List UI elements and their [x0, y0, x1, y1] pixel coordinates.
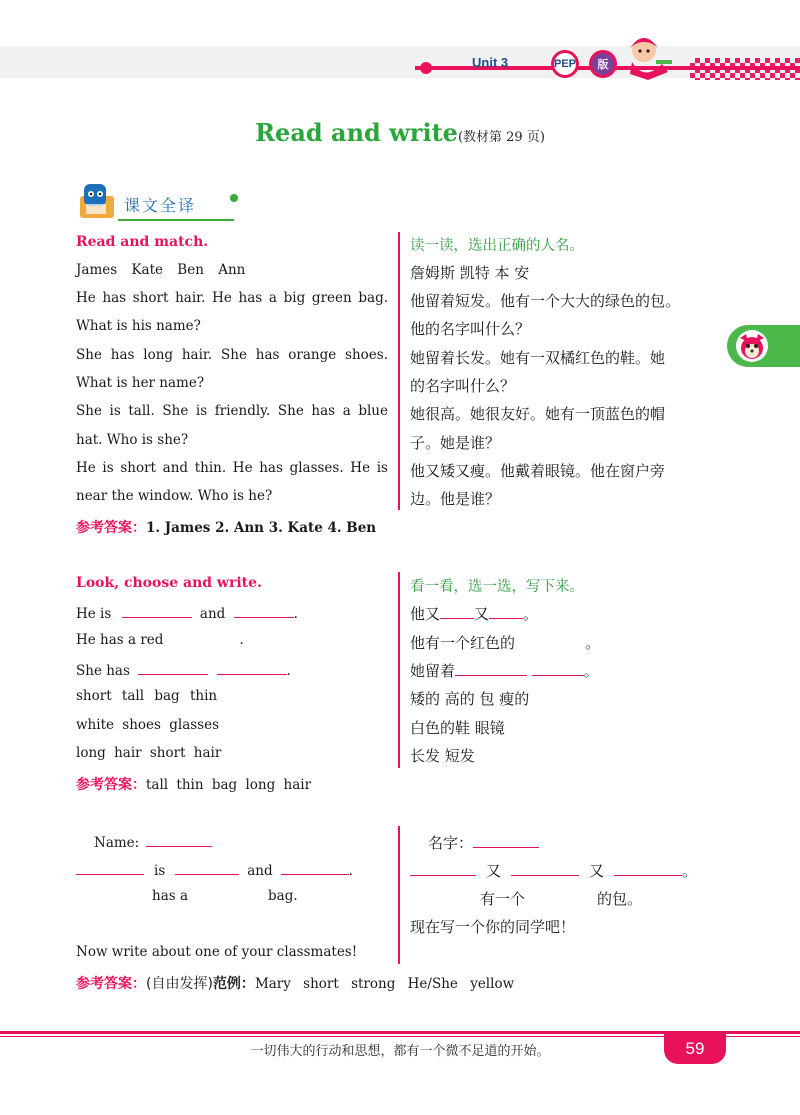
- answer-label: 参考答案：: [76, 777, 146, 793]
- page-title: [0, 118, 800, 147]
- part2-cn-words-3: 长发 短发: [410, 747, 475, 765]
- part2-cn-line-3: 她留着 。: [410, 662, 599, 680]
- blank[interactable]: [455, 661, 527, 676]
- part2-en-line-2: He has a red .: [76, 632, 244, 648]
- part1-en-line-6: She is tall. She is friendly. She has a blue: [76, 403, 388, 419]
- part3-line-3: has a bag.: [152, 888, 298, 904]
- part1-en-line-1: James Kate Ben Ann: [76, 262, 246, 278]
- part1-cn-line-5: 的名字叫什么？: [410, 377, 516, 395]
- part2-en-line-1: He is and .: [76, 603, 298, 622]
- part1-en-line-3: What is his name?: [76, 318, 201, 334]
- blank[interactable]: [489, 604, 523, 619]
- part3-instruction-cn: 现在写一个你的同学吧！: [410, 918, 576, 936]
- blank[interactable]: [175, 860, 239, 875]
- part1-en-line-8: He is short and thin. He has glasses. He is: [76, 460, 388, 476]
- part2-heading-cn: 看一看，选一选，写下来。: [410, 579, 584, 595]
- blank[interactable]: [532, 661, 584, 676]
- part1-answer: [76, 517, 376, 537]
- title-main: Read and write: [255, 118, 458, 147]
- header-band: [0, 46, 800, 78]
- section-tag-dot: [230, 194, 238, 202]
- blank[interactable]: [122, 603, 192, 618]
- part3-cn-name-line: 名字：: [428, 832, 539, 853]
- part1-en-line-9: near the window. Who is he?: [76, 488, 273, 504]
- part1-en-line-5: What is her name?: [76, 375, 205, 391]
- section-tag-label: 课文全译: [124, 196, 197, 215]
- answer-text: tall thin bag long hair: [146, 777, 312, 793]
- blank[interactable]: [511, 861, 579, 876]
- blank[interactable]: [410, 861, 476, 876]
- blank[interactable]: [440, 604, 474, 619]
- part3-name-line: Name:: [94, 832, 212, 851]
- page-number: 59: [664, 1034, 726, 1064]
- blank[interactable]: [281, 860, 349, 875]
- part1-cn-line-6: 她很高。她很友好。她有一顶蓝色的帽: [410, 405, 666, 423]
- column-divider-1: [398, 232, 400, 510]
- blank[interactable]: [234, 603, 294, 618]
- title-sub: (教材第 29 页): [457, 130, 545, 145]
- part1-heading-en: Read and match.: [76, 234, 209, 250]
- part3-cn-line-3: 有一个 的包。: [480, 890, 643, 908]
- part2-answer: [76, 774, 311, 794]
- part2-heading-en: Look, choose and write.: [76, 575, 262, 591]
- header-dot: [420, 62, 432, 74]
- answer-prefix: (自由发挥): [146, 976, 213, 992]
- part3-cn-line-2: 又 又 。: [410, 860, 697, 881]
- pep-badge: PEP: [551, 50, 579, 78]
- part1-cn-line-4: 她留着长发。她有一双橘红色的鞋。她: [410, 349, 666, 367]
- part1-cn-line-3: 他的名字叫什么？: [410, 320, 531, 338]
- part3-answer: [76, 973, 514, 993]
- answer-example-label: 范例：: [212, 976, 255, 992]
- part3-line-2: is and .: [76, 860, 353, 879]
- book-icon: [76, 182, 120, 226]
- part2-words-3: long hair short hair: [76, 745, 222, 761]
- fox-face-icon: [736, 330, 768, 362]
- part2-cn-words-1: 矮的 高的 包 瘦的: [410, 690, 530, 708]
- column-divider-2: [398, 572, 400, 768]
- part2-words-1: short tall bag thin: [76, 688, 218, 704]
- unit-label: Unit 3: [472, 55, 509, 70]
- blank[interactable]: [217, 660, 287, 675]
- blank[interactable]: [614, 861, 682, 876]
- answer-label: 参考答案：: [76, 976, 146, 992]
- blank[interactable]: [146, 832, 212, 847]
- part1-en-line-4: She has long hair. She has orange shoes.: [76, 347, 388, 363]
- answer-text: Mary short strong He/She yellow: [254, 976, 515, 992]
- blank[interactable]: [473, 833, 539, 848]
- edition-badge: 版: [589, 50, 617, 78]
- part1-cn-line-8: 他又矮又瘦。他戴着眼镜。他在窗户旁: [410, 462, 666, 480]
- part2-cn-words-2: 白色的鞋 眼镜: [410, 719, 505, 737]
- part2-en-line-3: She has .: [76, 660, 291, 679]
- part3-instruction-en: Now write about one of your classmates!: [76, 944, 358, 960]
- cartoon-girl-icon: [618, 34, 678, 86]
- part1-cn-line-1: 詹姆斯 凯特 本 安: [410, 264, 530, 282]
- answer-text: 1. James 2. Ann 3. Kate 4. Ben: [146, 520, 377, 536]
- blank[interactable]: [76, 860, 144, 875]
- part2-cn-line-1: 他又 又 。: [410, 605, 539, 623]
- blank[interactable]: [138, 660, 208, 675]
- section-tag-underline: [118, 219, 234, 221]
- column-divider-3: [398, 826, 400, 964]
- part2-cn-line-2: 他有一个红色的 。: [410, 634, 601, 652]
- part1-heading-cn: 读一读，选出正确的人名。: [410, 238, 584, 254]
- checker-pattern: [690, 58, 800, 80]
- part2-words-2: white shoes glasses: [76, 717, 220, 733]
- part1-en-line-7: hat. Who is she?: [76, 432, 189, 448]
- part1-cn-line-2: 他留着短发。他有一个大大的绿色的包。: [410, 292, 681, 310]
- part1-cn-line-9: 边。他是谁？: [410, 490, 501, 508]
- part1-en-line-2: He has short hair. He has a big green bag.: [76, 290, 388, 306]
- answer-label: 参考答案：: [76, 520, 146, 536]
- part1-cn-line-7: 子。她是谁？: [410, 434, 501, 452]
- footer-motto: 一切伟大的行动和思想，都有一个微不足道的开始。: [250, 1044, 550, 1059]
